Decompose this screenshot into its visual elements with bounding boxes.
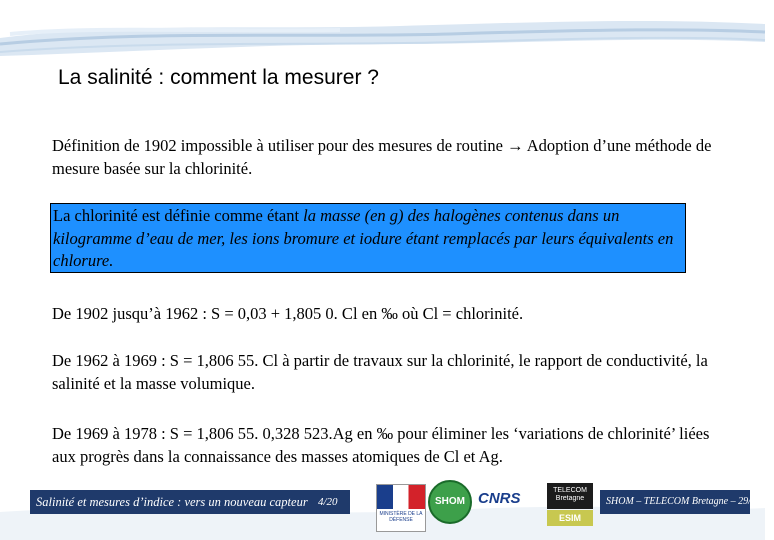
- formula-1902-paragraph: De 1902 jusqu’à 1962 : S = 0,03 + 1,805 0. Cl en ‰ où Cl = chlorinité.: [52, 304, 524, 323]
- formula-1969-paragraph: De 1969 à 1978 : S = 1,806 55. 0,328 523.Ag en ‰ pour éliminer les ‘variations de chlorinité’ liées aux progrès dans la connaissance des masses atomiques de Cl et Ag.: [52, 424, 710, 466]
- ministere-defense-logo: [376, 484, 426, 532]
- ministere-defense-label: MINISTÈRE DE LA DÉFENSE: [379, 511, 423, 523]
- cnrs-logo: [478, 490, 538, 520]
- formula-1962-paragraph: De 1962 à 1969 : S = 1,806 55. Cl à partir de travaux sur la chlorinité, le rapport de conductivité, la salinité et la masse volumique.: [52, 351, 708, 393]
- cnrs-label: CNRS: [478, 490, 521, 507]
- definition-plain-text: La chlorinité est définie comme étant: [53, 206, 304, 225]
- definition-italic-text: la masse (en g) des halogènes contenus dans un kilogramme d’eau de mer, les ions bromure et iodure étant remplacés par leurs équivalents en chlorure.: [53, 206, 674, 270]
- shom-label: SHOM: [435, 496, 465, 507]
- esim-logo: [547, 510, 593, 526]
- telecom-label: TELECOM Bretagne: [553, 487, 587, 502]
- page-title: La salinité : comment la mesurer ?: [58, 66, 379, 89]
- intro-text-part2: Adoption d’une méthode de mesure basée sur la chlorinité.: [52, 136, 712, 178]
- esim-label: ESIM: [558, 513, 581, 523]
- chlorinity-definition-box: [50, 203, 686, 273]
- footer-right-caption: SHOM – TELECOM Bretagne – 29/05/08: [600, 490, 750, 514]
- shom-logo: [428, 480, 472, 524]
- page-number: 4/20: [318, 496, 338, 508]
- footer-caption: Salinité et mesures d’indice : vers un nouveau capteur: [30, 490, 350, 514]
- intro-text-part1: Définition de 1902 impossible à utiliser pour des mesures de routine: [52, 136, 508, 155]
- arrow-right-icon: →: [507, 136, 524, 155]
- header-wave-decoration: [0, 0, 765, 70]
- intro-paragraph: [52, 134, 722, 180]
- telecom-bretagne-logo: [547, 483, 593, 509]
